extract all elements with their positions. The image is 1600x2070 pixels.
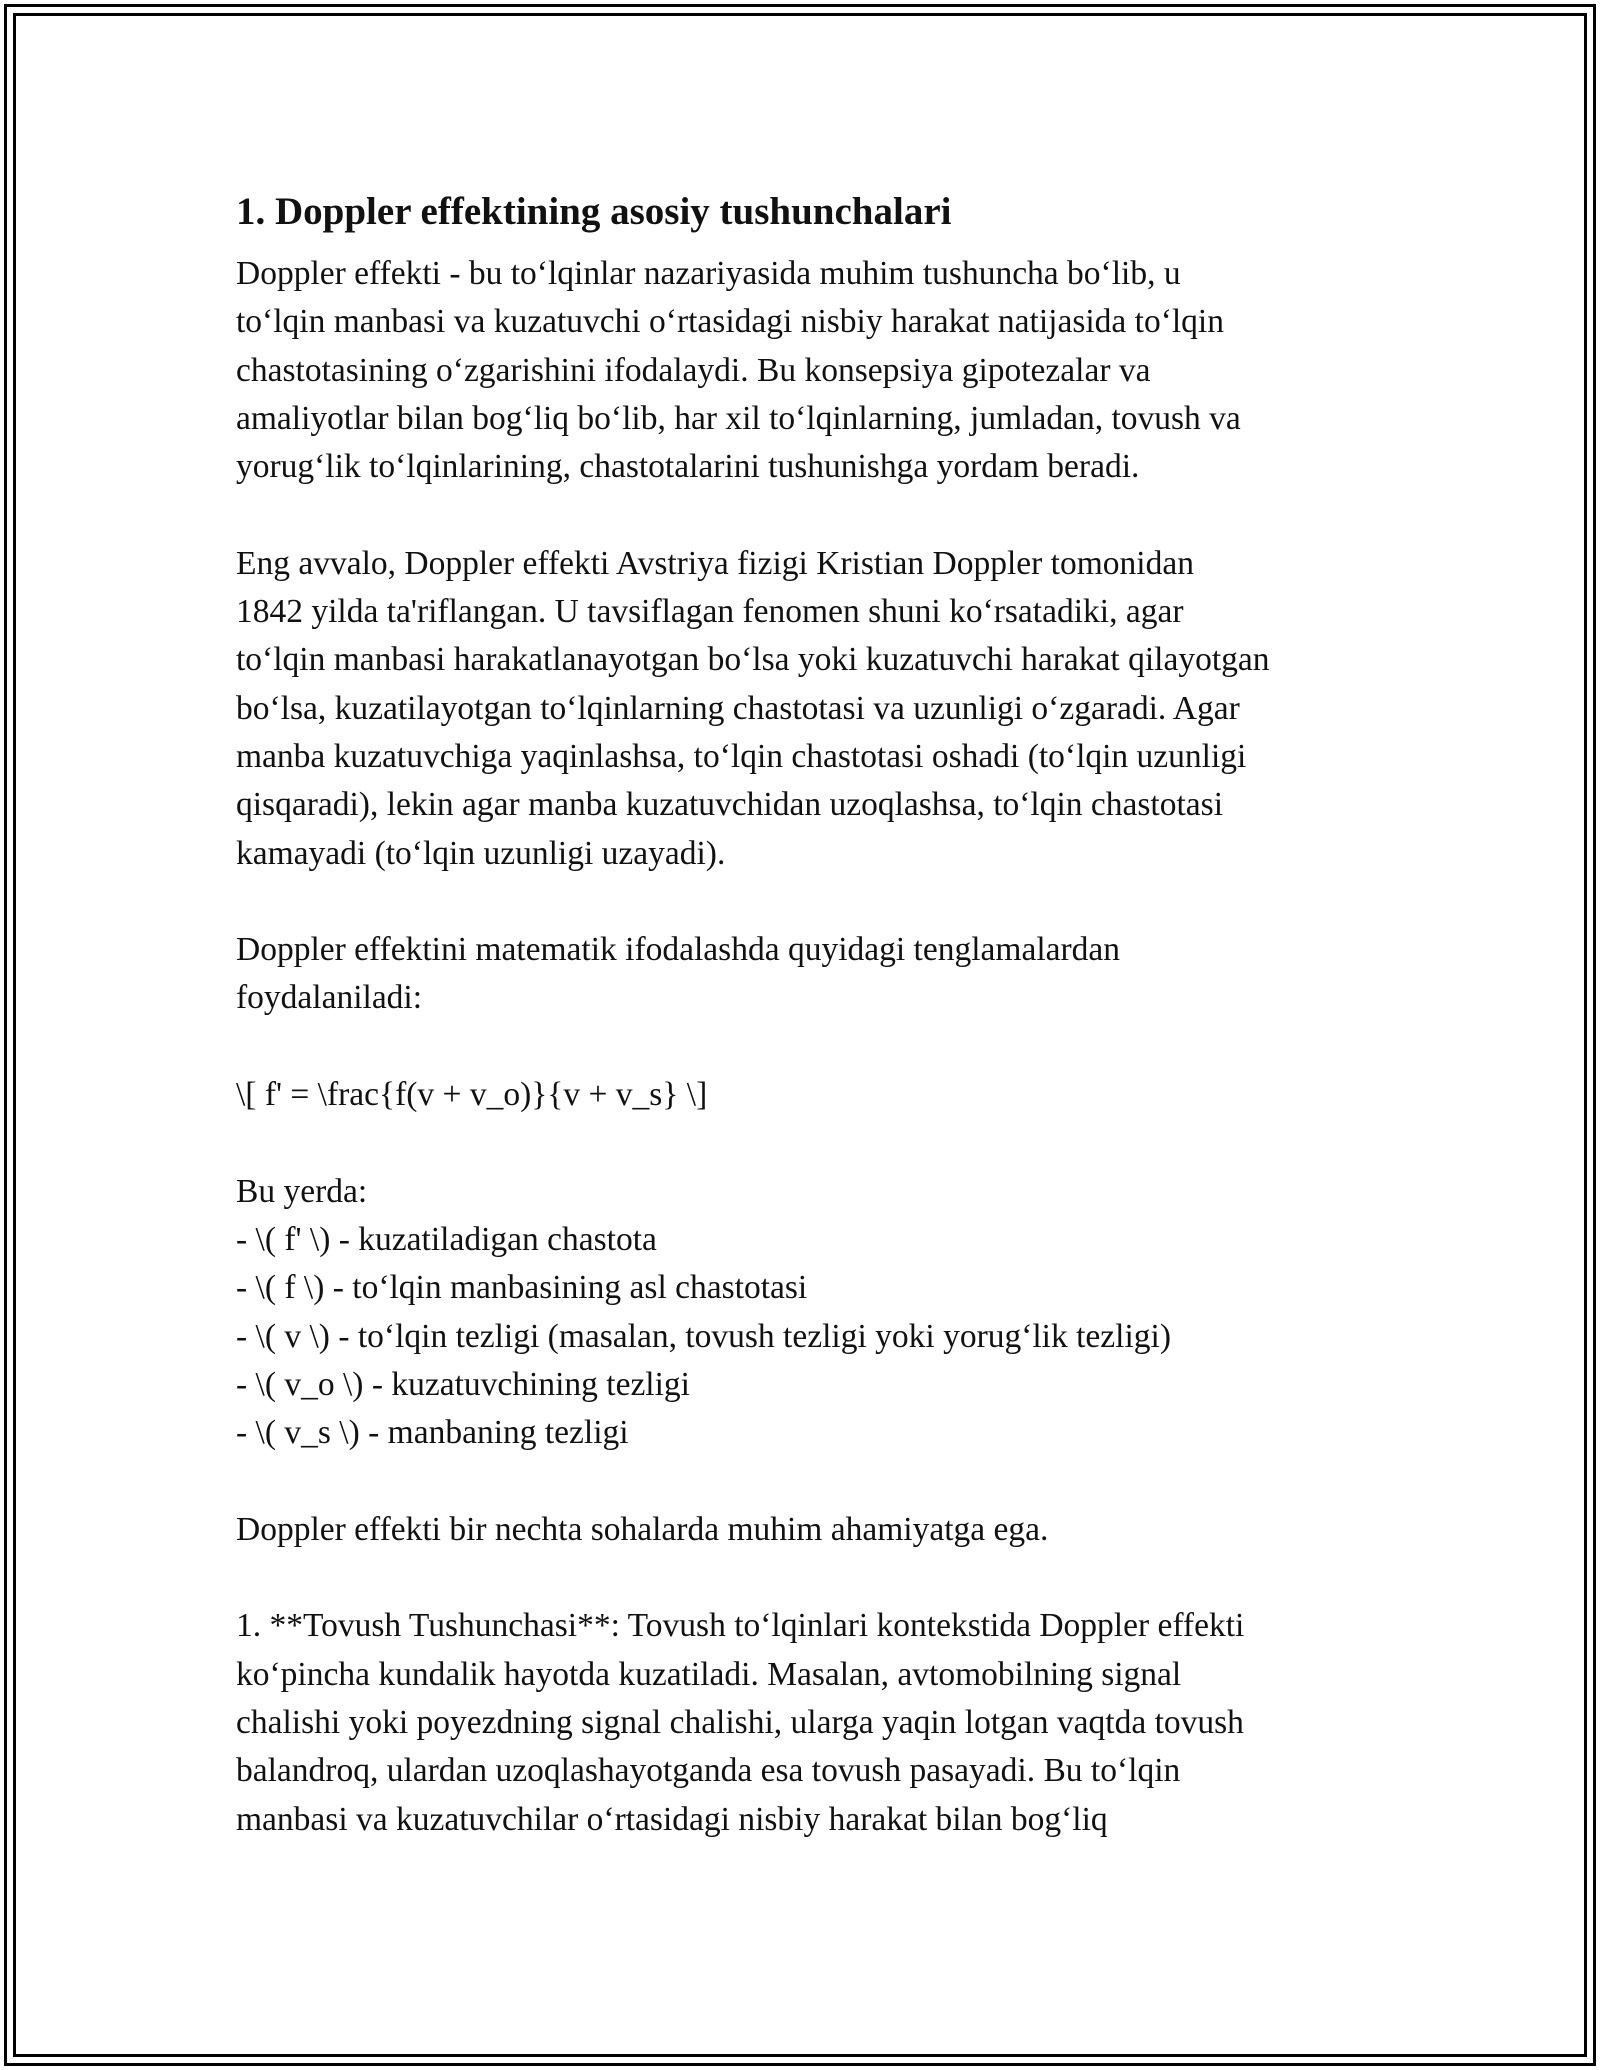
paragraph-gap (236, 1457, 1386, 1505)
document-body (236, 188, 1386, 1844)
paragraph-gap (236, 491, 1386, 539)
paragraph-gap (236, 878, 1386, 926)
paragraph-sound-concept: 1. **Tovush Tushunchasi**: Tovush to‘lqinlari kontekstida Doppler effekti ko‘pincha kundalik hayotda kuzatiladi. Masalan, avtomobilning signal chalishi yoki poyezdning signal chalishi, ularga yaqin lotgan vaqtda tovush balandroq, ulardan uzoqlashayotganda esa tovush pasayadi. Bu to‘lqin manbasi va kuzatuvchilar o‘rtasidagi nisbiy harakat bilan bog‘liq (236, 1607, 1245, 1838)
list-item: - \( v_o \) - kuzatuvchining tezligi (236, 1365, 690, 1403)
variable-definitions-list (236, 1216, 1386, 1457)
paragraph-gap (236, 1119, 1386, 1167)
paragraph-history: Eng avvalo, Doppler effekti Avstriya fizigi Kristian Doppler tomonidan 1842 yilda ta'riflangan. U tavsiflagan fenomen shuni ko‘rsatadiki, agar to‘lqin manbasi harakatlanayotgan bo‘lsa yoki kuzatuvchi harakat qilayotgan bo‘lsa, kuzatilayotgan to‘lqinlarning chastotasi va uzunligi o‘zgaradi. Agar manba kuzatuvchiga yaqinlashsa, to‘lqin chastotasi oshadi (to‘lqin uzunligi qisqaradi), lekin agar manba kuzatuvchidan uzoqlashsa, to‘lqin chastotasi kamayadi (to‘lqin uzunligi uzayadi). (236, 544, 1270, 872)
where-label: Bu yerda: (236, 1172, 368, 1210)
list-item: - \( v \) - to‘lqin tezligi (masalan, tovush tezligi yoki yorug‘lik tezligi) (236, 1317, 1171, 1355)
paragraph-gap (236, 1023, 1386, 1071)
formula-line: \[ f' = \frac{f(v + v_o)}{v + v_s} \] (236, 1076, 708, 1114)
list-item: - \( v_s \) - manbaning tezligi (236, 1414, 629, 1452)
list-item: - \( f' \) - kuzatiladigan chastota (236, 1220, 657, 1258)
list-item: - \( f \) - to‘lqin manbasining asl chastotasi (236, 1269, 808, 1307)
paragraph-gap (236, 1554, 1386, 1602)
paragraph-importance: Doppler effekti bir nechta sohalarda muhim ahamiyatga ega. (236, 1510, 1049, 1548)
paragraph-formula-intro: Doppler effektini matematik ifodalashda quyidagi tenglamalardan foydalaniladi: (236, 931, 1121, 1017)
section-heading: 1. Doppler effektining asosiy tushunchalari (236, 190, 952, 233)
paragraph-definition: Doppler effekti - bu to‘lqinlar nazariyasida muhim tushuncha bo‘lib, u to‘lqin manbasi va kuzatuvchi o‘rtasidagi nisbiy harakat natijasida to‘lqin chastotasining o‘zgarishini ifodalaydi. Bu konsepsiya gipotezalar va amaliyotlar bilan bog‘liq bo‘lib, har xil to‘lqinlarning, jumladan, tovush va yorug‘lik to‘lqinlarining, chastotalarini tushunishga yordam beradi. (236, 255, 1241, 486)
